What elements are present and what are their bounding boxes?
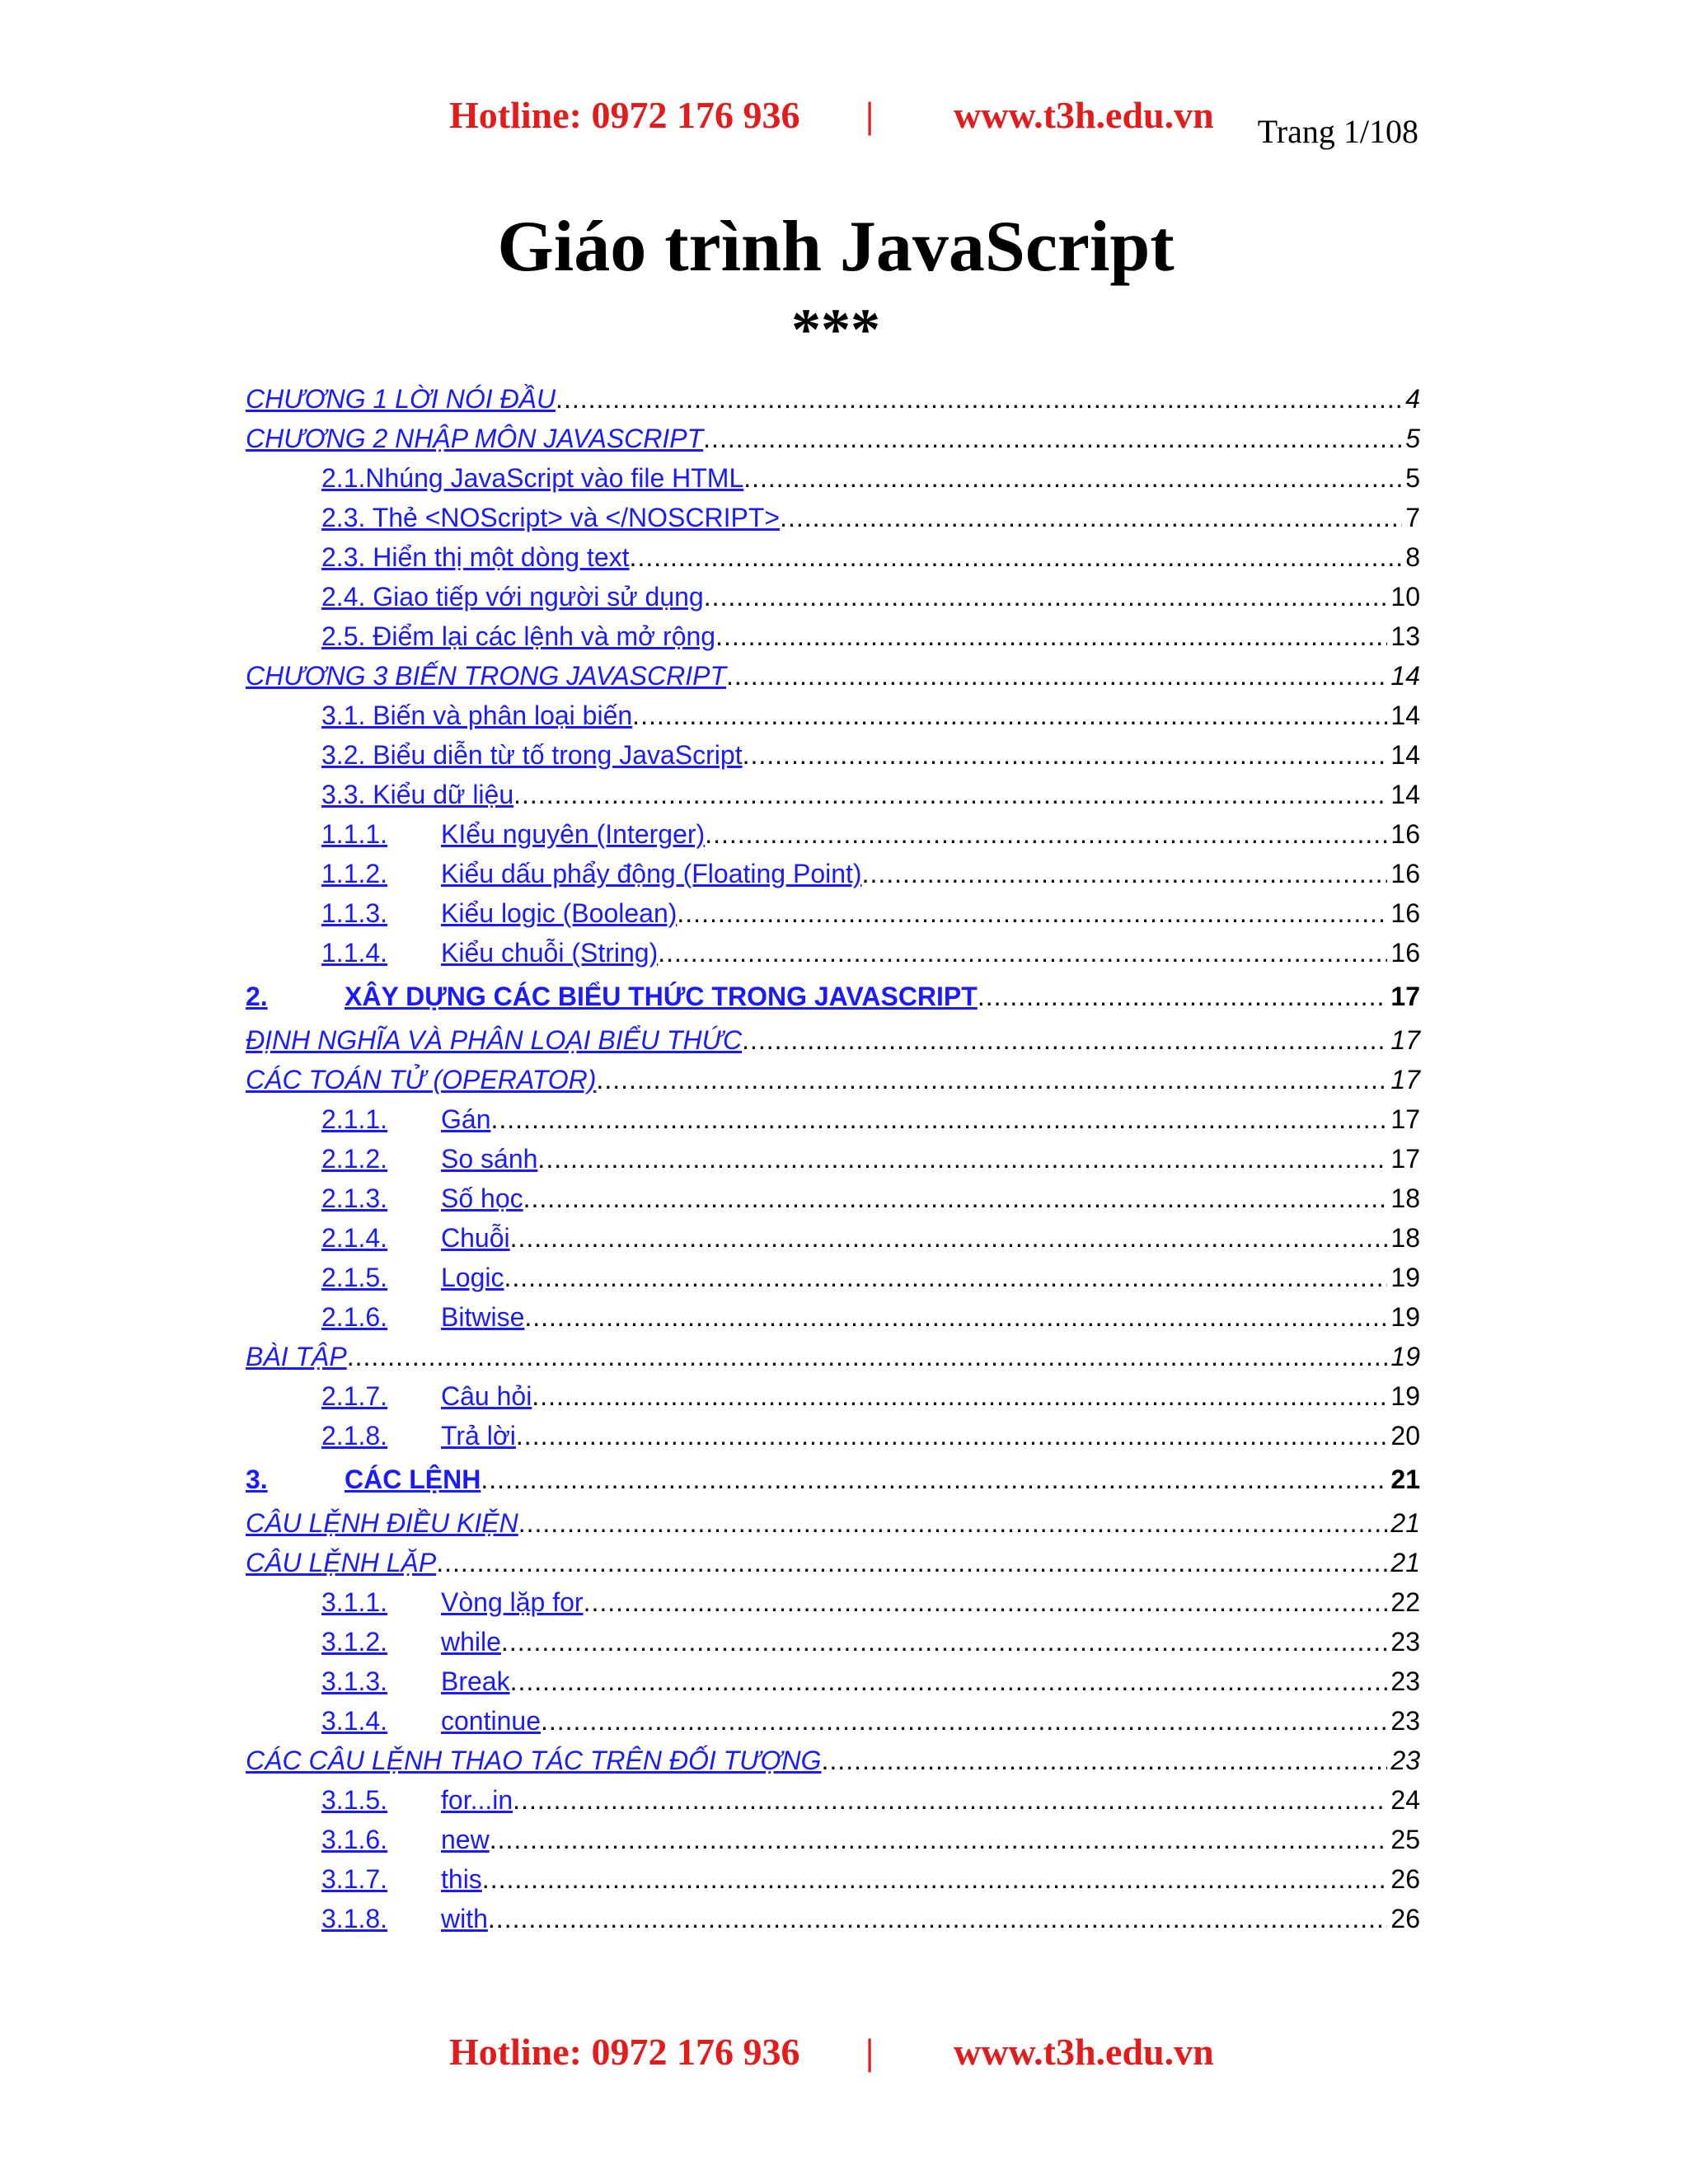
toc-entry[interactable]	[246, 577, 1420, 616]
toc-page-number: 21	[1390, 1508, 1420, 1538]
header-website: www.t3h.edu.vn	[954, 94, 1214, 136]
toc-entry[interactable]	[246, 1218, 1420, 1258]
toc-page-number: 22	[1390, 1587, 1420, 1617]
toc-entry[interactable]	[246, 1416, 1420, 1455]
page-number: Trang 1/108	[1257, 113, 1418, 150]
toc-leader-dots	[705, 814, 1387, 854]
toc-page-number: 19	[1390, 1263, 1420, 1292]
toc-entry[interactable]	[246, 696, 1420, 735]
toc-entry[interactable]	[246, 1780, 1420, 1820]
toc-entry[interactable]	[246, 616, 1420, 656]
toc-leader-dots	[510, 1218, 1388, 1258]
toc-entry[interactable]	[246, 419, 1420, 458]
toc-entry-number[interactable]: 2.1.6.	[321, 1302, 388, 1332]
toc-leader-dots	[518, 1503, 1388, 1543]
toc-leader-dots	[513, 1780, 1387, 1820]
toc-entry-link[interactable]: Kiểu dấu phẩy động (Floating Point)	[441, 859, 862, 888]
toc-entry[interactable]	[246, 1099, 1420, 1139]
toc-entry[interactable]	[246, 893, 1420, 933]
toc-entry-number[interactable]: 3.1.5.	[321, 1785, 388, 1815]
toc-entry[interactable]	[246, 458, 1420, 498]
toc-page-number: 25	[1390, 1825, 1420, 1854]
toc-entry-link[interactable]: Số học	[441, 1183, 523, 1213]
toc-entry-link[interactable]: CÁC TOÁN TỬ (OPERATOR)	[246, 1065, 597, 1094]
toc-entry-link[interactable]: Bitwise	[441, 1302, 525, 1332]
header-hotline: Hotline: 0972 176 936	[449, 94, 800, 136]
footer-hotline: Hotline: 0972 176 936	[449, 2031, 800, 2073]
toc-entry-link[interactable]: Kiểu logic (Boolean)	[441, 898, 678, 928]
toc-leader-dots	[584, 1582, 1388, 1622]
toc-page-number: 7	[1405, 503, 1420, 532]
toc-entry-link[interactable]: XÂY DỰNG CÁC BIỂU THỨC TRONG JAVASCRIPT	[345, 982, 978, 1011]
toc-leader-dots	[658, 933, 1387, 972]
toc-leader-dots	[743, 735, 1388, 775]
toc-leader-dots	[481, 1455, 1387, 1503]
toc-entry-link[interactable]: Vòng lặp for	[441, 1587, 584, 1617]
toc-entry[interactable]	[246, 933, 1420, 972]
toc-page-number: 23	[1390, 1666, 1420, 1696]
toc-entry-number[interactable]: 3.1.3.	[321, 1666, 388, 1696]
toc-page-number: 17	[1390, 1144, 1420, 1174]
toc-entry[interactable]	[246, 854, 1420, 893]
toc-entry-number[interactable]: 2.	[246, 982, 268, 1011]
toc-leader-dots	[524, 1297, 1387, 1337]
toc-leader-dots	[780, 498, 1402, 537]
toc-entry-number[interactable]: 1.1.3.	[321, 898, 388, 928]
toc-page-number: 19	[1390, 1302, 1420, 1332]
footer-separator: |	[865, 2031, 874, 2073]
toc-page-number: 16	[1390, 938, 1420, 968]
toc-leader-dots	[532, 1376, 1387, 1416]
toc-page-number: 5	[1405, 463, 1420, 493]
toc-entry-number[interactable]: 2.1.2.	[321, 1144, 388, 1174]
toc-entry-link[interactable]: 2.3. Hiển thị một dòng text	[321, 542, 630, 572]
toc-entry[interactable]	[246, 1139, 1420, 1179]
toc-entry[interactable]	[246, 656, 1420, 696]
footer-website: www.t3h.edu.vn	[954, 2031, 1214, 2073]
toc-leader-dots	[513, 775, 1387, 814]
toc-page-number: 19	[1390, 1342, 1420, 1371]
toc-entry[interactable]	[246, 775, 1420, 814]
toc-page-number: 10	[1390, 582, 1420, 612]
toc-entry-link[interactable]: this	[441, 1864, 482, 1894]
toc-entry-number[interactable]: 2.1.3.	[321, 1183, 388, 1213]
toc-entry-link[interactable]: CÂU LỆNH ĐIỀU KIỆN	[246, 1508, 518, 1538]
toc-page-number: 26	[1390, 1864, 1420, 1894]
toc-page-number: 4	[1405, 384, 1420, 414]
toc-leader-dots	[510, 1661, 1388, 1701]
toc-entry-number[interactable]: 3.	[246, 1465, 268, 1494]
toc-entry-number[interactable]: 2.1.7.	[321, 1381, 388, 1411]
toc-page-number: 5	[1405, 424, 1420, 453]
toc-entry[interactable]	[246, 1258, 1420, 1297]
toc-leader-dots	[347, 1337, 1388, 1376]
toc-page-number: 17	[1390, 982, 1420, 1011]
toc-entry-link[interactable]: KIểu nguyên (Interger)	[441, 819, 706, 849]
toc-leader-dots	[822, 1741, 1388, 1780]
toc-entry[interactable]	[246, 1376, 1420, 1416]
toc-entry-number[interactable]: 2.1.8.	[321, 1421, 388, 1451]
toc-entry-number[interactable]: 3.1.8.	[321, 1904, 388, 1933]
toc-page-number: 14	[1390, 701, 1420, 730]
toc-leader-dots	[704, 577, 1388, 616]
toc-entry-number[interactable]: 2.1.4.	[321, 1223, 388, 1253]
page-footer	[0, 2019, 1688, 2085]
toc-entry[interactable]	[246, 537, 1420, 577]
toc-entry-link[interactable]: CHƯƠNG 2 NHẬP MÔN JAVASCRIPT	[246, 424, 704, 453]
toc-entry[interactable]	[246, 1297, 1420, 1337]
toc-leader-dots	[537, 1139, 1387, 1179]
toc-entry-number[interactable]: 1.1.2.	[321, 859, 388, 888]
toc-page-number: 21	[1390, 1548, 1420, 1577]
toc-entry-number[interactable]: 3.1.7.	[321, 1864, 388, 1894]
page-header	[0, 82, 1688, 148]
toc-entry[interactable]	[246, 814, 1420, 854]
toc-leader-dots	[743, 458, 1402, 498]
toc-page-number: 14	[1390, 661, 1420, 691]
toc-entry-number[interactable]: 3.1.2.	[321, 1627, 388, 1657]
toc-page-number: 14	[1390, 740, 1420, 770]
toc-entry-number[interactable]: 1.1.4.	[321, 938, 388, 968]
toc-entry-link[interactable]: 2.1.Nhúng JavaScript vào file HTML	[321, 463, 744, 493]
toc-entry-link[interactable]: 2.5. Điểm lại các lệnh và mở rộng	[321, 621, 716, 651]
toc-entry-link[interactable]: Câu hỏi	[441, 1381, 532, 1411]
toc-leader-dots	[677, 893, 1387, 933]
toc-entry-link[interactable]: ĐỊNH NGHĨA VÀ PHÂN LOẠI BIỂU THỨC	[246, 1025, 743, 1055]
toc-page-number: 17	[1390, 1104, 1420, 1134]
toc-entry[interactable]	[246, 1337, 1420, 1376]
toc-entry[interactable]	[246, 1060, 1420, 1099]
toc-entry-number[interactable]: 3.1.4.	[321, 1706, 388, 1736]
toc-leader-dots	[862, 854, 1388, 893]
toc-entry[interactable]	[246, 1701, 1420, 1741]
toc-entry-link[interactable]: continue	[441, 1706, 541, 1736]
header-separator: |	[865, 94, 874, 136]
toc-leader-dots	[482, 1859, 1388, 1899]
toc-entry[interactable]	[246, 1741, 1420, 1780]
toc-leader-dots	[436, 1543, 1387, 1582]
toc-entry[interactable]	[246, 1179, 1420, 1218]
toc-leader-dots	[504, 1258, 1388, 1297]
toc-entry-number[interactable]: 1.1.1.	[321, 819, 388, 849]
toc-leader-dots	[596, 1060, 1387, 1099]
toc-entry[interactable]	[246, 1543, 1420, 1582]
toc-entry-link[interactable]: 3.3. Kiểu dữ liệu	[321, 780, 514, 809]
toc-leader-dots	[978, 972, 1388, 1020]
toc-page-number: 14	[1390, 780, 1420, 809]
toc-page-number: 16	[1390, 859, 1420, 888]
toc-page-number: 8	[1405, 542, 1420, 572]
toc-entry[interactable]	[246, 1859, 1420, 1899]
toc-entry[interactable]	[246, 1503, 1420, 1543]
toc-page-number: 13	[1390, 621, 1420, 651]
toc-entry[interactable]	[246, 1622, 1420, 1661]
toc-entry-link[interactable]: CÁC LỆNH	[345, 1465, 481, 1494]
toc-entry-link[interactable]: Kiểu chuỗi (String)	[441, 938, 659, 968]
toc-entry-link[interactable]: CHƯƠNG 1 LỜI NÓI ĐẦU	[246, 384, 556, 414]
toc-entry-number[interactable]: 3.1.6.	[321, 1825, 388, 1854]
toc-entry-link[interactable]: 3.2. Biểu diễn từ tố trong JavaScript	[321, 740, 743, 770]
toc-page-number: 24	[1390, 1785, 1420, 1815]
toc-entry[interactable]	[246, 1661, 1420, 1701]
toc-entry-link[interactable]: 3.1. Biến và phân loại biến	[321, 701, 633, 730]
toc-entry[interactable]	[246, 379, 1420, 419]
toc-leader-dots	[726, 656, 1387, 696]
toc-entry[interactable]	[246, 735, 1420, 775]
toc-page-number: 20	[1390, 1421, 1420, 1451]
toc-leader-dots	[488, 1899, 1388, 1938]
toc-page-number: 21	[1390, 1465, 1420, 1494]
toc-page-number: 26	[1390, 1904, 1420, 1933]
toc-page-number: 18	[1390, 1183, 1420, 1213]
toc-leader-dots	[632, 696, 1387, 735]
table-of-contents	[246, 379, 1420, 1938]
toc-page-number: 23	[1390, 1706, 1420, 1736]
toc-page-number: 18	[1390, 1223, 1420, 1253]
toc-entry-link[interactable]: 2.4. Giao tiếp với người sử dụng	[321, 582, 704, 612]
toc-entry-link[interactable]: Chuỗi	[441, 1223, 510, 1253]
toc-page-number: 17	[1390, 1065, 1420, 1094]
toc-entry-link[interactable]: So sánh	[441, 1144, 538, 1174]
toc-entry[interactable]	[246, 1899, 1420, 1938]
toc-leader-dots	[516, 1416, 1388, 1455]
toc-leader-dots	[742, 1020, 1387, 1060]
toc-page-number: 23	[1390, 1746, 1420, 1775]
toc-entry[interactable]	[246, 1020, 1420, 1060]
toc-page-number: 17	[1390, 1025, 1420, 1055]
toc-leader-dots	[630, 537, 1403, 577]
toc-entry[interactable]	[246, 1820, 1420, 1859]
toc-leader-dots	[523, 1179, 1388, 1218]
toc-entry-link[interactable]: with	[441, 1904, 488, 1933]
toc-page-number: 23	[1390, 1627, 1420, 1657]
toc-entry[interactable]	[246, 498, 1420, 537]
toc-entry-link[interactable]: while	[441, 1627, 501, 1657]
toc-entry-link[interactable]: CÂU LỆNH LẶP	[246, 1548, 437, 1577]
toc-entry[interactable]	[246, 1455, 1420, 1503]
toc-entry[interactable]	[246, 1582, 1420, 1622]
toc-entry-link[interactable]: BÀI TẬP	[246, 1342, 347, 1371]
toc-entry-link[interactable]: Break	[441, 1666, 510, 1696]
toc-entry-link[interactable]: for...in	[441, 1785, 513, 1815]
toc-leader-dots	[715, 616, 1387, 656]
toc-leader-dots	[556, 379, 1402, 419]
toc-page-number: 16	[1390, 819, 1420, 849]
toc-entry-number[interactable]: 3.1.1.	[321, 1587, 388, 1617]
toc-entry-link[interactable]: Logic	[441, 1263, 504, 1292]
toc-page-number: 19	[1390, 1381, 1420, 1411]
toc-leader-dots	[490, 1820, 1388, 1859]
toc-entry-link[interactable]: 2.3. Thẻ <NOScript> và </NOSCRIPT>	[321, 503, 781, 532]
toc-entry[interactable]	[246, 972, 1420, 1020]
toc-entry-link[interactable]: new	[441, 1825, 490, 1854]
document-title: Giáo trình JavaScript	[497, 207, 1175, 287]
toc-entry-link[interactable]: Gán	[441, 1104, 491, 1134]
toc-entry-link[interactable]: Trả lời	[441, 1421, 516, 1451]
toc-entry-number[interactable]: 2.1.5.	[321, 1263, 388, 1292]
toc-leader-dots	[541, 1701, 1387, 1741]
toc-leader-dots	[501, 1622, 1387, 1661]
toc-entry-link[interactable]: CHƯƠNG 3 BIẾN TRONG JAVASCRIPT	[246, 661, 727, 691]
toc-leader-dots	[703, 419, 1402, 458]
toc-leader-dots	[490, 1099, 1387, 1139]
toc-entry-number[interactable]: 2.1.1.	[321, 1104, 388, 1134]
title-stars: ***	[791, 297, 880, 363]
toc-entry-link[interactable]: CÁC CÂU LỆNH THAO TÁC TRÊN ĐỐI TƯỢNG	[246, 1746, 822, 1775]
toc-page-number: 16	[1390, 898, 1420, 928]
